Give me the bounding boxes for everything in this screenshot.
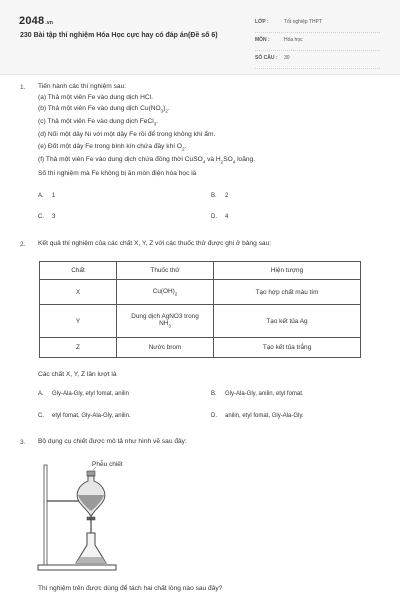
meta-box	[255, 16, 380, 70]
question-prompt: Các chất X, Y, Z lần lượt là	[38, 371, 117, 378]
separatory-funnel-diagram	[36, 459, 146, 575]
table-header: Thuốc thử	[117, 262, 214, 280]
site-logo[interactable]: 2048.vn	[19, 15, 54, 27]
meta-key: MÔN :	[255, 37, 270, 43]
meta-key: SỐ CÂU :	[255, 55, 278, 61]
table-cell: Z	[40, 338, 117, 358]
experiment-f: (f) Thả một viên Fe vào dung dịch chứa đồng thời CuSO$_4$ và $H_2SO_4$ loãng.	[38, 156, 256, 165]
meta-value: 30	[284, 55, 290, 61]
experiment-c: (c) Thả một viên Fe vào dung dịch FeCl$_3$.	[38, 118, 159, 127]
answer-option-b[interactable]: B. Gly-Ala-Gly, anilin, etyl fomat.	[211, 391, 304, 397]
table-header: Chất	[40, 262, 117, 280]
table-cell: Tạo kết tủa trắng	[214, 338, 361, 358]
question-number: 2.	[20, 241, 26, 248]
question-stem: Bộ dụng cụ chiết được mô tả như hình vẽ sau đây:	[38, 438, 187, 445]
table-cell: Tạo hợp chất màu tím	[214, 280, 361, 305]
document-title: 230 Bài tập thí nghiệm Hóa Học cực hay có đáp án(Đề số 6)	[20, 32, 218, 39]
table-cell: X	[40, 280, 117, 305]
table-row	[40, 305, 361, 338]
answer-option-d[interactable]: D. 4	[211, 214, 229, 220]
results-table	[39, 261, 361, 358]
answer-option-c[interactable]: C. 3	[38, 214, 56, 220]
flask-liquid	[76, 557, 106, 563]
stand-rod	[44, 465, 47, 565]
experiment-b: (b) Thả một viên Fe vào dung dịch $Cu(NO_3)_2$.	[38, 105, 170, 114]
table-header: Hiện tượng	[214, 262, 361, 280]
answer-option-b[interactable]: B. 2	[211, 193, 229, 199]
table-cell: Y	[40, 305, 117, 338]
answer-option-c[interactable]: C. etyl fomat, Gly-Ala-Gly, anilin.	[38, 413, 131, 419]
answer-option-a[interactable]: A. Gly-Ala-Gly, etyl fomat, anilin	[38, 391, 129, 397]
experiment-a: (a) Thả một viên Fe vào dung dịch HCl.	[38, 94, 153, 101]
answer-option-a[interactable]: A. 1	[38, 193, 56, 199]
question-number: 1.	[20, 84, 26, 91]
table-cell: $Cu(OH)_2$	[117, 280, 214, 305]
question-stem: Tiến hành các thí nghiệm sau:	[38, 83, 127, 90]
table-cell: Dung dịch AgNO3 trong $NH_3$	[117, 305, 214, 338]
table-cell: Nước brom	[117, 338, 214, 358]
question-stem: Kết quả thí nghiệm của các chất X, Y, Z với các thuốc thử được ghi ở bảng sau:	[38, 240, 272, 247]
question-prompt: Thí nghiệm trên được dùng để tách hai chất lỏng nào sau đây?	[38, 585, 223, 592]
page-header	[0, 0, 400, 75]
meta-row-class	[255, 16, 380, 33]
meta-value: Tốt nghiệp THPT	[284, 19, 322, 25]
stand-base	[38, 565, 116, 570]
experiment-e: (e) Đốt một dây Fe trong bình kín chứa đầy khí $O_2$.	[38, 143, 187, 152]
experiment-d: (d) Nối một dây Ni với một dây Fe rồi để trong không khí ẩm.	[38, 131, 216, 138]
table-row	[40, 280, 361, 305]
funnel-label: Phễu chiết	[92, 461, 123, 468]
meta-row-subject	[255, 34, 380, 51]
funnel-stopper	[87, 471, 95, 476]
meta-key: LỚP :	[255, 19, 269, 25]
question-prompt: Số thí nghiệm mà Fe không bị ăn mòn điện hóa học là	[38, 170, 197, 177]
question-number: 3.	[20, 439, 26, 446]
table-row	[40, 338, 361, 358]
meta-value: Hóa học	[284, 37, 303, 43]
table-cell: Tạo kết tủa Ag	[214, 305, 361, 338]
answer-option-d[interactable]: D. anilin, etyl fomat, Gly-Ala-Gly.	[211, 413, 304, 419]
meta-row-count	[255, 52, 380, 69]
